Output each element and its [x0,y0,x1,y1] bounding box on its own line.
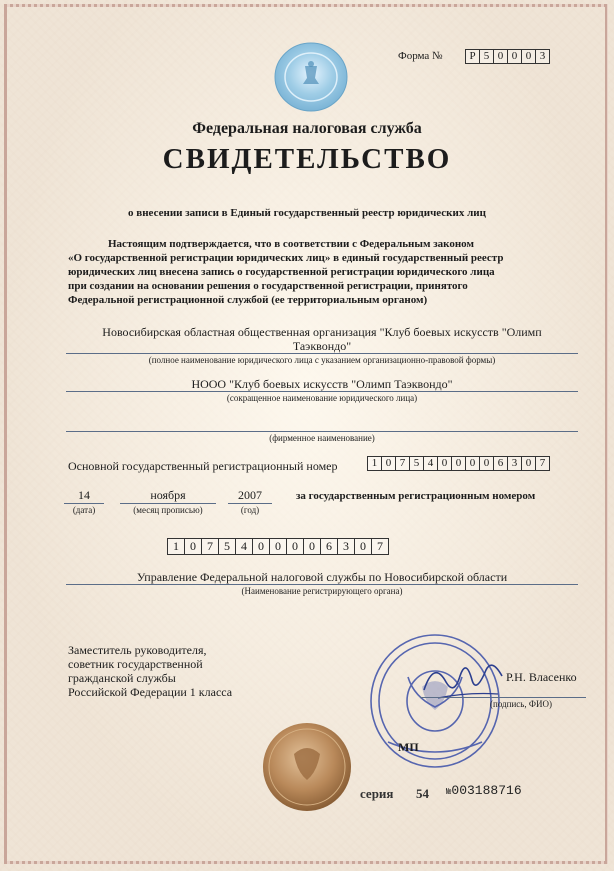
gold-seal-icon [262,722,352,812]
date-day: 14 [78,488,90,502]
signature-underline [420,697,586,698]
serial-number-value: 003188716 [451,783,522,798]
intro-line-1: Настоящим подтверждается, что в соответствии с Федеральным законом [108,238,474,250]
reg-digit-cell: 7 [201,538,219,555]
ogrn-digit-cell: 6 [493,456,508,471]
intro-line-2: «О государственной регистрации юридических лиц» в единый государственный реестр [68,252,504,264]
reg-digit-cell: 6 [320,538,338,555]
reg-digit-cell: 0 [303,538,321,555]
authority-value: Управление Федеральной налоговой службы по Новосибирской области [136,570,508,584]
ogrn-number [368,456,550,471]
signatory-name: Р.Н. Власенко [506,670,577,684]
ogrn-label: Основной государственный регистрационный номер [68,459,338,473]
date-year: 2007 [238,488,262,502]
date-day-caption: (дата) [72,505,96,515]
reg-digit-cell: 0 [252,538,270,555]
reg-digit-cell: 1 [167,538,185,555]
document-subtitle: о внесении записи в Единый государственный реестр юридических лиц [128,207,486,219]
date-month-caption: (месяц прописью) [133,505,203,515]
short-name-caption: (сокращенное наименование юридического лица) [226,393,418,403]
reg-digit-cell: 7 [371,538,389,555]
serial-number [446,783,522,798]
ogrn-digit-cell: 4 [423,456,438,471]
ogrn-digit-cell: 0 [521,456,536,471]
signature-caption: (подпись, ФИО) [490,699,552,709]
short-name-underline [66,391,578,392]
reg-digit-cell: 3 [337,538,355,555]
authority-caption: (Наименование регистрирующего органа) [241,586,403,596]
ogrn-digit-cell: 0 [381,456,396,471]
date-year-underline [228,503,272,504]
form-code-cell: 0 [521,49,536,64]
date-month-underline [120,503,216,504]
mp-mark: МП [398,740,419,754]
signatory-position-2: советник государственной [68,657,203,671]
serial-number-sign: № [446,787,452,797]
form-code-cell: 5 [479,49,494,64]
reg-digit-cell: 0 [354,538,372,555]
full-name-line-1: Новосибирская областная общественная организация "Клуб боевых искусств "Олимп [102,325,542,339]
date-suffix: за государственным регистрационным номером [296,490,536,502]
hologram-emblem-icon [274,42,348,112]
authority-underline [66,584,578,585]
intro-line-3: юридических лиц внесена запись о государственной регистрации юридического лица [68,266,495,278]
ogrn-digit-cell: 0 [437,456,452,471]
date-year-caption: (год) [240,505,260,515]
full-name-caption: (полное наименование юридического лица с указанием организационно-правовой формы) [148,355,496,365]
intro-line-5: Федеральной регистрационной службой (ее территориальным органом) [68,294,428,306]
ogrn-digit-cell: 1 [367,456,382,471]
document-title: СВИДЕТЕЛЬСТВО [162,143,452,175]
short-name-value: НООО "Клуб боевых искусств "Олимп Таэквондо" [191,377,453,391]
ogrn-digit-cell: 0 [451,456,466,471]
ogrn-digit-cell: 5 [409,456,424,471]
form-code [466,49,550,64]
signatory-position-4: Российской Федерации 1 класса [68,685,233,699]
brand-name-caption: (фирменное наименование) [269,433,375,443]
form-code-cell: 3 [535,49,550,64]
ogrn-digit-cell: 0 [465,456,480,471]
full-name-underline [66,353,578,354]
date-month: ноября [150,488,186,502]
serial-label: серия [360,786,394,801]
signatory-position-1: Заместитель руководителя, [68,643,207,657]
reg-digit-cell: 0 [184,538,202,555]
reg-digit-cell: 0 [269,538,287,555]
form-code-cell: 0 [493,49,508,64]
form-label: Форма № [398,50,443,62]
reg-digit-cell: 0 [286,538,304,555]
registration-number [168,538,389,555]
serial-series: 54 [416,786,429,801]
form-code-cell: 0 [507,49,522,64]
form-code-cell: Р [465,49,480,64]
full-name-line-2: Таэквондо" [292,339,352,353]
ogrn-digit-cell: 0 [479,456,494,471]
date-day-underline [64,503,104,504]
ogrn-digit-cell: 7 [535,456,550,471]
reg-digit-cell: 5 [218,538,236,555]
reg-digit-cell: 4 [235,538,253,555]
brand-name-underline [66,431,578,432]
intro-line-4: при создании на основании решения о государственной регистрации, принятого [68,280,468,292]
agency-name: Федеральная налоговая служба [192,120,422,137]
ogrn-digit-cell: 3 [507,456,522,471]
signatory-position-3: гражданской службы [68,671,176,685]
ogrn-digit-cell: 7 [395,456,410,471]
